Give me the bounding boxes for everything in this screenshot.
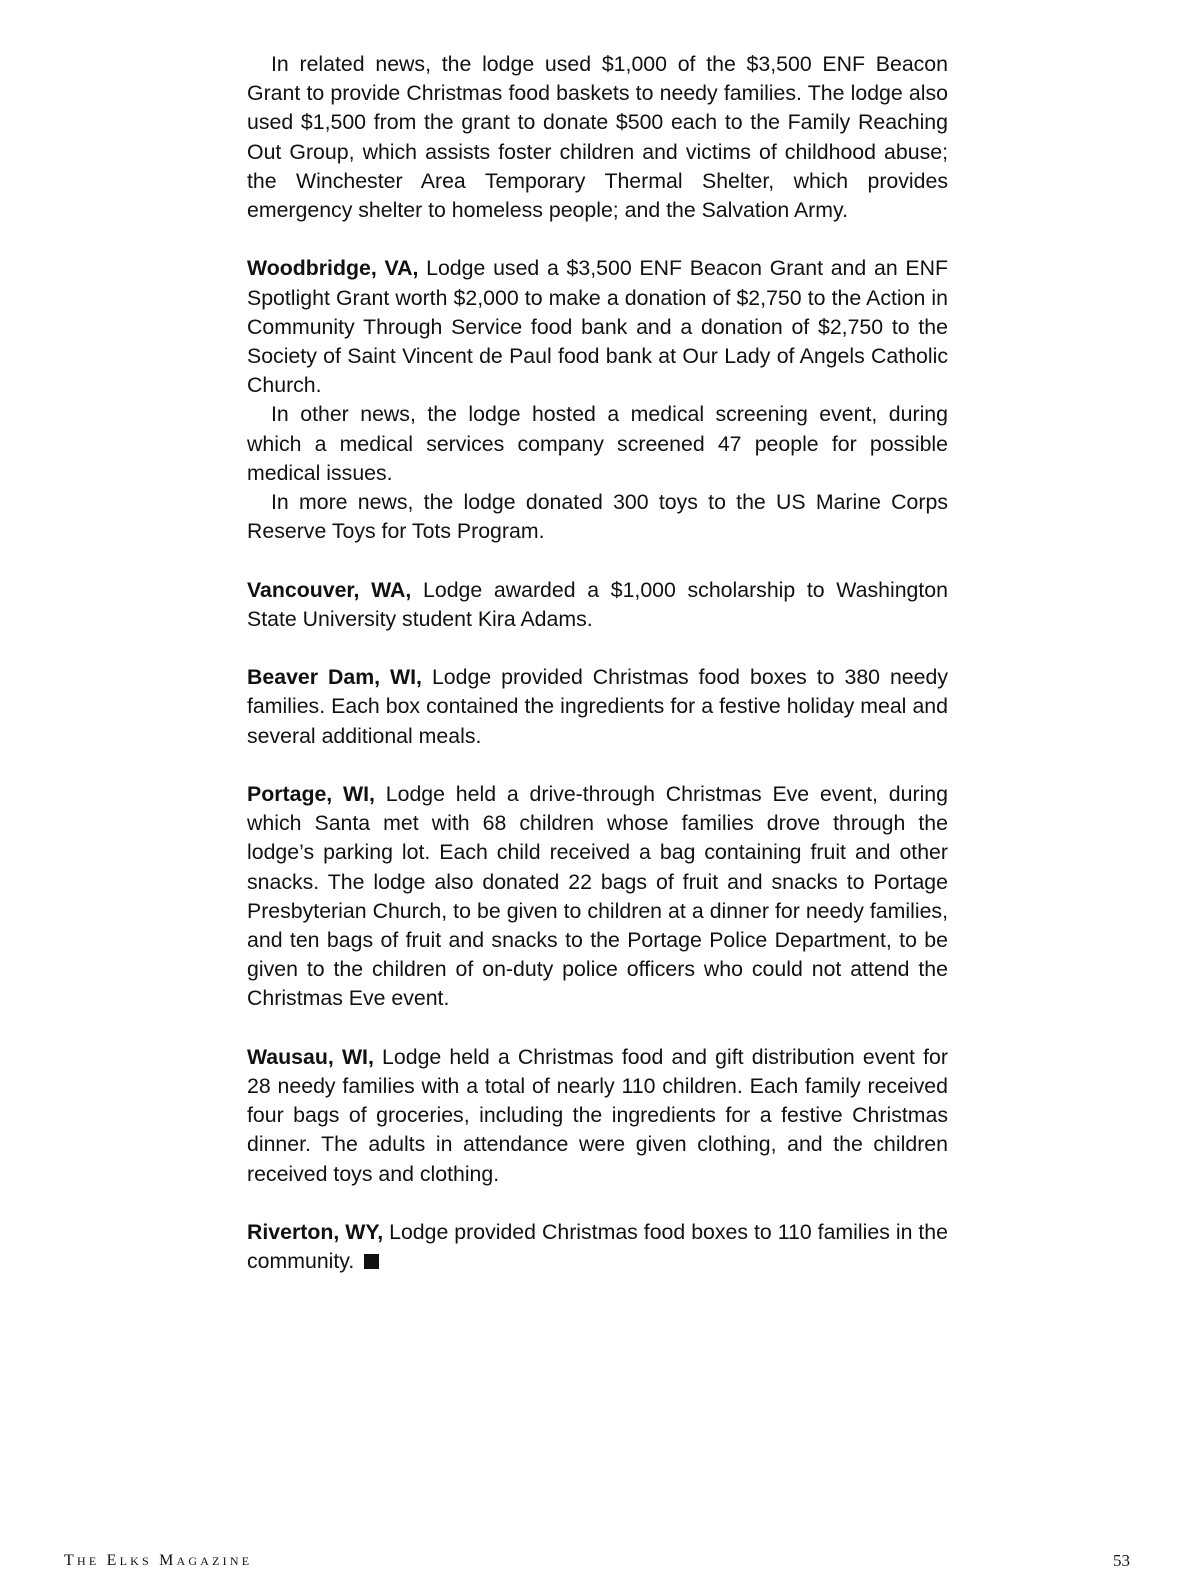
lodge-entry-text: Lodge held a Christmas food and gift distribution event for 28 needy families with a total of nearly 110 children. Each family received four bags of groceries, including the ingredients for a festive Christmas dinner. The adults in attendance were given clothing, and the children received toys and clothing. — [247, 1044, 948, 1186]
lodge-location: Portage, WI, — [247, 782, 375, 807]
lodge-entry-text: Lodge awarded a $1,000 scholarship to Washington State University student Kira Adams. — [247, 577, 948, 631]
lodge-entry-riverton — [247, 1218, 948, 1276]
lodge-location: Vancouver, WA, — [247, 577, 412, 602]
end-of-article-square-icon — [364, 1254, 379, 1269]
lodge-entry-wausau — [247, 1043, 948, 1189]
footer-cap-letter: M — [159, 1552, 177, 1569]
footer-small-caps: HE — [76, 1554, 100, 1568]
lodge-location: Riverton, WY, — [247, 1220, 384, 1245]
lodge-entry-woodbridge — [247, 254, 948, 546]
lodge-entry-portage — [247, 780, 948, 1014]
lodge-entry-followup: In more news, the lodge donated 300 toys to the US Marine Corps Reserve Toys for Tots Program. — [247, 490, 948, 544]
footer-magazine-name — [64, 1552, 252, 1570]
lodge-entry-followup: In other news, the lodge hosted a medical screening event, during which a medical services company screened 47 people for possible medical issues. — [247, 402, 948, 485]
article-column — [247, 50, 948, 1276]
lodge-location: Beaver Dam, WI, — [247, 665, 422, 690]
intro-paragraph: In related news, the lodge used $1,000 of the $3,500 ENF Beacon Grant to provide Christmas food baskets to needy families. The lodge also used $1,500 from the grant to donate $500 each to the Family Reaching Out Group, which assists foster children and victims of childhood abuse; the Winchester Area Temporary Thermal Shelter, which provides emergency shelter to homeless people; and the Salvation Army. — [247, 52, 948, 223]
footer-cap-letter: T — [64, 1552, 77, 1569]
lodge-entry-text: Lodge provided Christmas food boxes to 380 needy families. Each box contained the ingredients for a festive holiday meal and several additional meals. — [247, 665, 948, 748]
lodge-entry-text: Lodge provided Christmas food boxes to 110 families in the community. — [247, 1220, 948, 1274]
lodge-location: Wausau, WI, — [247, 1044, 374, 1069]
footer-cap-letter: E — [106, 1552, 120, 1569]
lodge-location: Woodbridge, VA, — [247, 256, 419, 281]
lodge-entry-text: Lodge used a $3,500 ENF Beacon Grant and an ENF Spotlight Grant worth $2,000 to make a donation of $2,750 to the Action in Community Through Service food bank and a donation of $2,750 to the Society of Saint Vincent de Paul food bank at Our Lady of Angels Catholic Church. — [247, 256, 948, 398]
footer-small-caps: LKS — [119, 1554, 152, 1568]
footer-small-caps: AGAZINE — [176, 1554, 253, 1568]
lodge-entry-beaver-dam — [247, 663, 948, 751]
lodge-entry-text: Lodge held a drive-through Christmas Eve event, during which Santa met with 68 children whose families drove through the lodge’s parking lot. Each child received a bag containing fruit and other snacks. The lodge also donated 22 bags of fruit and snacks to Portage Presbyterian Church, to be given to children at a dinner for needy families, and ten bags of fruit and snacks to the Portage Police Department, to be given to the children of on-duty police officers who could not attend the Christmas Eve event. — [247, 782, 948, 1011]
lodge-entry-vancouver — [247, 576, 948, 634]
page-number: 53 — [1113, 1551, 1130, 1570]
